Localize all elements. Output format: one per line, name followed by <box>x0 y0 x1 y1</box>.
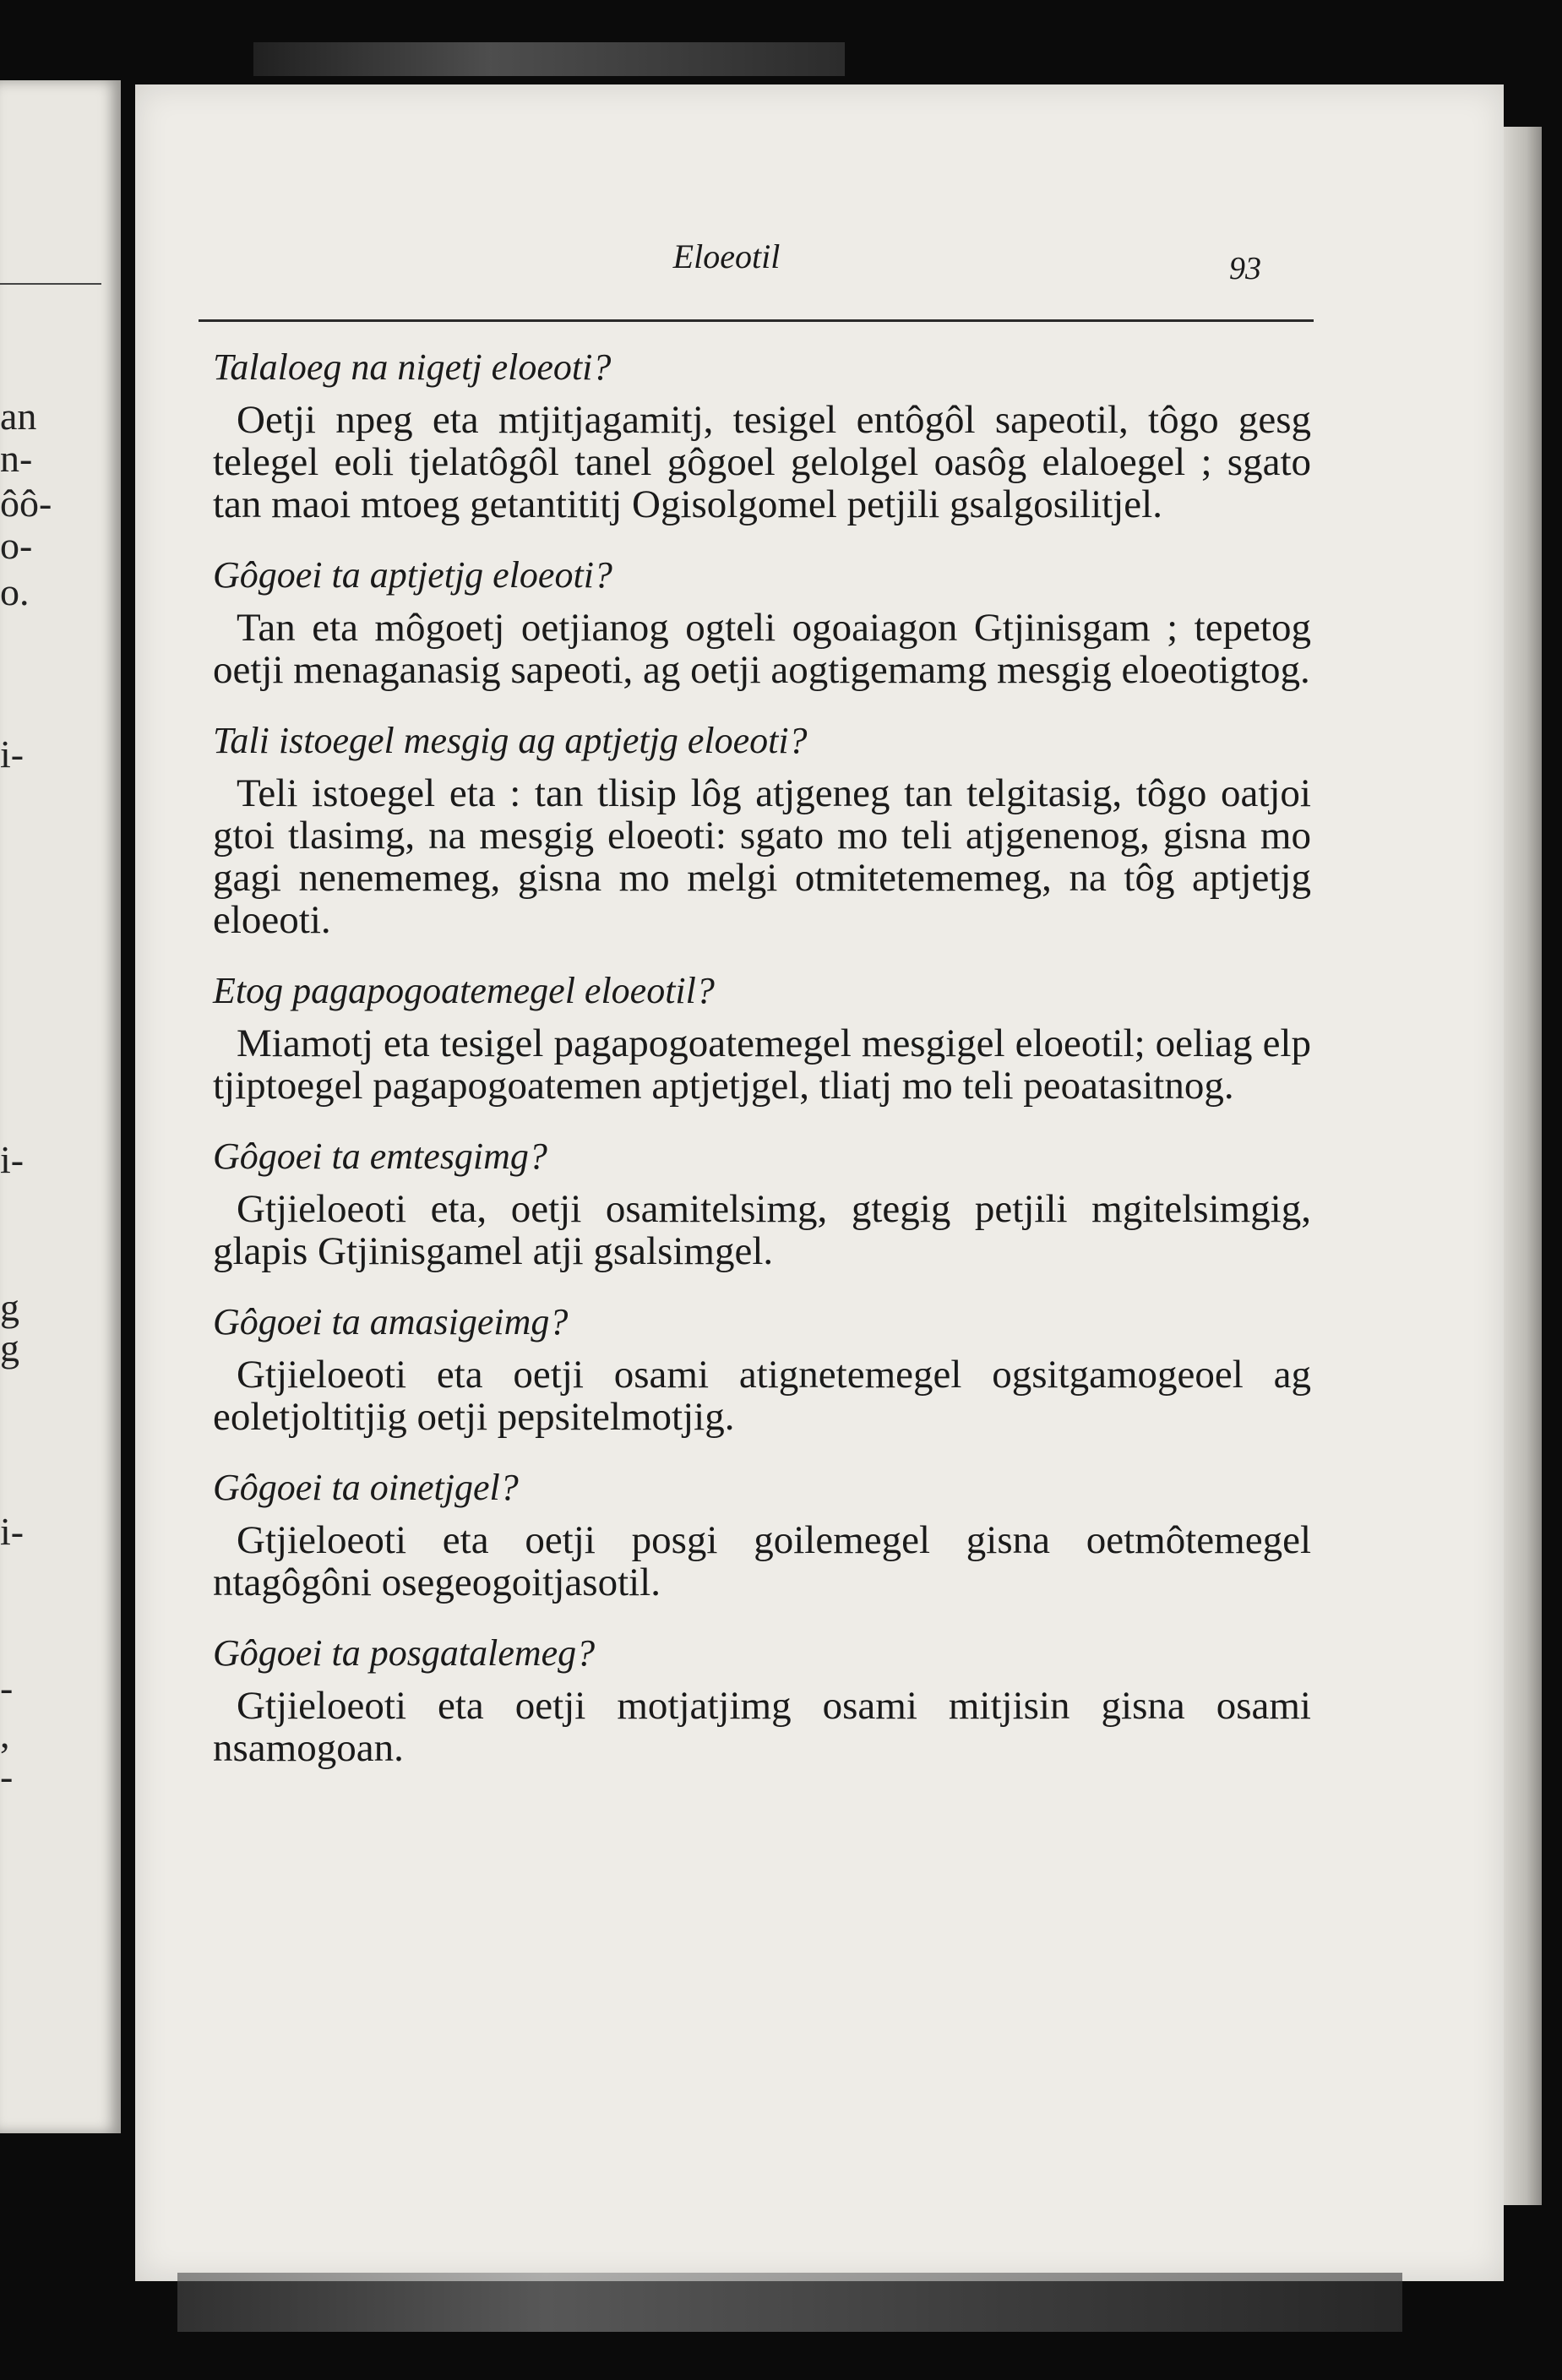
left-page-fragment: ôô- <box>0 482 52 525</box>
qa-section <box>213 1632 1311 1769</box>
left-page-rule <box>0 283 101 285</box>
scan-shadow-top <box>253 42 845 76</box>
answer-paragraph: Oetji npeg eta mtjitjagamitj, tesigel entôgôl sapeotil, tôgo gesg telegel eoli tjelatôgôl tanel gôgoel gelolgel oasôg elaloegel ; sgato tan maoi mtoeg getantititj Ogisolgomel petjili gsalgosilitjel. <box>213 398 1311 526</box>
page-edge-right <box>1504 127 1542 2205</box>
left-page-fragment: g <box>0 1326 19 1370</box>
left-page-fragment: g <box>0 1286 19 1329</box>
qa-section <box>213 970 1311 1107</box>
left-page-fragment: , <box>0 1713 10 1756</box>
scan-shadow-bottom <box>177 2273 1402 2332</box>
question-heading: Gôgoei ta aptjetjg eloeoti? <box>213 554 612 596</box>
answer-paragraph: Gtjieloeoti eta oetji motjatjimg osami mitjisin gisna osami nsamogoan. <box>213 1684 1311 1770</box>
left-page-fragment: an <box>0 395 37 438</box>
catechism-text <box>213 346 1311 1798</box>
answer-paragraph: Gtjieloeoti eta, oetji osamitelsimg, gtegig petjili mgitelsimgig, glapis Gtjinisgamel atji gsalsimgel. <box>213 1187 1311 1273</box>
qa-section <box>213 1136 1311 1272</box>
running-title: Eloeotil <box>672 237 781 275</box>
qa-section <box>213 1467 1311 1604</box>
qa-section <box>213 1301 1311 1438</box>
answer-paragraph: Teli istoegel eta : tan tlisip lôg atjgeneg tan telgitasig, tôgo oatjoi gtoi tlasimg, na mesgig eloeoti: sgato mo teli atjgenenog, gisna mo gagi nenememeg, gisna mo melgi otmitetememeg, na tôg aptjetjg eloeoti. <box>213 771 1311 942</box>
page-number: 93 <box>1229 251 1261 286</box>
left-page-edge <box>0 80 121 2133</box>
left-page-fragment: i- <box>0 1138 24 1181</box>
left-page-fragment: - <box>0 1755 14 1798</box>
question-heading: Talaloeg na nigetj eloeoti? <box>213 346 612 388</box>
qa-section <box>213 720 1311 941</box>
question-heading: Gôgoei ta emtesgimg? <box>213 1136 547 1177</box>
question-heading: Gôgoei ta amasigeimg? <box>213 1301 569 1342</box>
question-heading: Tali istoegel mesgig ag aptjetjg eloeoti? <box>213 720 808 761</box>
qa-section <box>213 346 1311 526</box>
left-page-fragment: i- <box>0 733 24 776</box>
qa-section <box>213 554 1311 691</box>
left-page-fragment: n- <box>0 437 33 480</box>
answer-paragraph: Tan eta môgoetj oetjianog ogteli ogoaiagon Gtjinisgam ; tepetog oetji menaganasig sapeoti, ag oetji aogtigemamg mesgig eloeotigtog. <box>213 606 1311 692</box>
left-page-fragment: i- <box>0 1510 24 1553</box>
answer-paragraph: Gtjieloeoti eta oetji osami atignetemegel ogsitgamogeoel ag eoletjoltitjig oetji pepsitelmotjig. <box>213 1353 1311 1439</box>
header-rule <box>199 319 1314 322</box>
left-page-fragment: o- <box>0 524 33 567</box>
left-page-fragment: o. <box>0 570 30 613</box>
question-heading: Etog pagapogoatemegel eloeotil? <box>213 970 715 1011</box>
question-heading: Gôgoei ta posgatalemeg? <box>213 1632 596 1674</box>
answer-paragraph: Gtjieloeoti eta oetji posgi goilemegel gisna oetmôtemegel ntagôgôni osegeogoitjasotil. <box>213 1518 1311 1604</box>
left-page-fragment: - <box>0 1666 14 1709</box>
book-page <box>135 84 1504 2281</box>
question-heading: Gôgoei ta oinetjgel? <box>213 1467 519 1508</box>
answer-paragraph: Miamotj eta tesigel pagapogoatemegel mesgigel eloeotil; oeliag elp tjiptoegel pagapogoatemen aptjetjgel, tliatj mo teli peoatasitnog. <box>213 1021 1311 1108</box>
